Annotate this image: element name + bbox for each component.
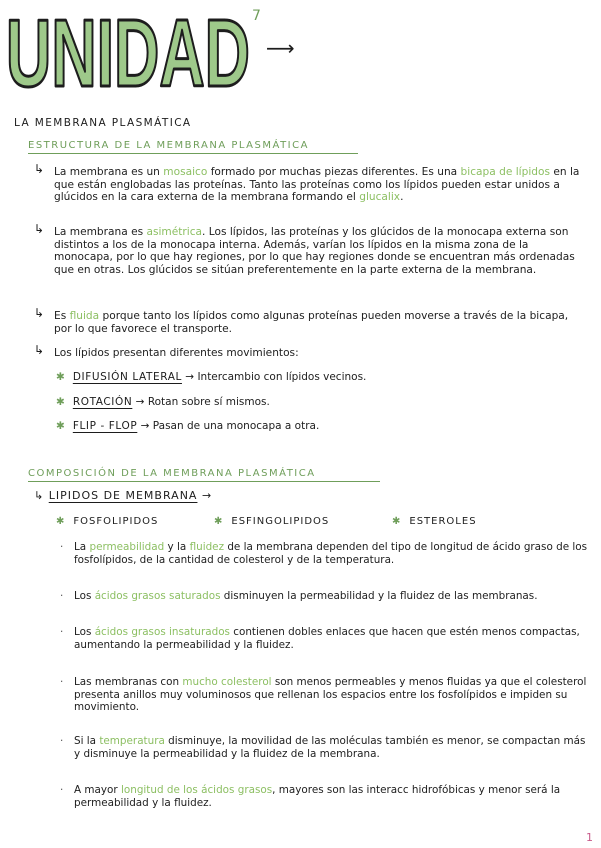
highlight: bicapa de lípidos [460,166,550,178]
arrow-bullet-icon: ↳ [34,306,45,320]
movement-item: ✱ ROTACIÓN → Rotan sobre sí mismos. [56,396,270,408]
text: Las membranas con [74,676,183,688]
lipid-type-label: ESFINGOLIPIDOS [231,516,330,527]
asterisk-icon: ✱ [214,516,224,527]
movement-name: FLIP - FLOP [72,420,138,432]
estructura-heading: ESTRUCTURA DE LA MEMBRANA PLASMÁTICA [28,140,309,151]
lipidos-subheading: ↳ LIPIDOS DE MEMBRANA → [34,489,213,502]
list-item [60,735,594,760]
text: Los [74,626,95,638]
text: porque tanto los lípidos como algunas proteínas pueden moverse a través de la bicapa, por lo que favorece el transporte. [54,310,569,335]
text: en la que están englobadas las proteínas. Tanto las proteínas como los lípidos pueden estar unidos a glúcidos en la cara externa de la membrana formando el [54,166,580,204]
title-text: UNIDAD [6,2,250,94]
movement-desc: Rotan sobre sí mismos. [147,396,270,408]
paragraph-movimientos: Los lípidos presentan diferentes movimientos: [54,347,299,359]
lipid-type [392,516,477,527]
lipid-type-label: FOSFOLIPIDOS [73,516,159,527]
highlight: fluida [69,310,100,322]
composicion-underline [28,481,380,482]
text: Los [74,590,95,602]
lipid-type-label: ESTEROLES [409,516,477,527]
paragraph-mosaico [54,166,589,204]
text: disminuyen la permeabilidad y la fluidez de las membranas. [220,590,538,602]
highlight: mosaico [163,166,208,178]
text: contienen dobles enlaces que hacen que estén menos compactas, aumentando la permeabilidad y la fluidez. [74,626,580,651]
asterisk-icon: ✱ [56,371,65,383]
text: disminuye, la movilidad de las moléculas también es menor, se compactan más y disminuye la permeabilidad y la fluidez de la membrana. [74,735,586,760]
highlight: permeabilidad [89,541,165,553]
highlight: fluidez [189,541,225,553]
text: de la membrana dependen del tipo de longitud de ácido graso de los fosfolípidos, de la cantidad de colesterol y de la temperatura. [74,541,588,566]
highlight: longitud de los ácidos grasos [120,784,273,796]
text: . [400,191,404,204]
list-item [60,676,594,714]
bullet-dot-icon: · [60,784,64,796]
subheading-label: LIPIDOS DE MEMBRANA [48,489,198,502]
asterisk-icon: ✱ [392,516,402,527]
text: La membrana es [54,226,147,238]
title-block [4,2,294,94]
movement-name: DIFUSIÓN LATERAL [72,371,182,383]
movement-name: ROTACIÓN [72,396,133,408]
text: A mayor [74,784,121,796]
bullet-dot-icon: · [60,676,64,688]
highlight: temperatura [99,735,165,747]
text: , mayores son las interacc hidrofóbicas y menor será la permeabilidad y la fluidez. [74,784,561,809]
text: La membrana es un [54,166,164,178]
composicion-heading: COMPOSICIÓN DE LA MEMBRANA PLASMÁTICA [28,468,316,479]
text: Es [54,310,70,322]
list-item [60,590,594,603]
list-item [60,626,594,651]
highlight: glucalix [359,191,401,204]
estructura-underline [28,153,358,154]
movement-item: ✱ DIFUSIÓN LATERAL → Intercambio con lípidos vecinos. [56,371,367,383]
text: y la [164,541,190,553]
highlight: asimétrica [146,226,203,238]
lipid-type [56,516,158,527]
arrow-bullet-icon: ↳ [34,343,45,357]
asterisk-icon: ✱ [56,396,65,408]
arrow-bullet-icon: ↳ [34,222,45,236]
movement-desc: Pasan de una monocapa a otra. [152,420,320,432]
highlight: mucho colesterol [182,676,272,688]
bullet-dot-icon: · [60,590,64,602]
arrow-bullet-icon: ↳ [34,162,45,176]
unit-number: 7 [252,8,261,24]
arrow-bullet-icon: ↳ [34,489,49,502]
text: son menos permeables y menos fluidas ya que el colesterol presenta anillos muy voluminosos que rellenan los espacios entre los fosfolípidos e impiden su movimiento. [74,676,587,714]
movement-item: ✱ FLIP - FLOP → Pasan de una monocapa a otra. [56,420,320,432]
text: formado por muchas piezas diferentes. Es una [207,166,461,178]
text: La [74,541,90,553]
list-item [60,784,594,809]
movement-desc: Intercambio con lípidos vecinos. [197,371,367,383]
highlight: ácidos grasos insaturados [94,626,230,638]
text: . Los lípidos, las proteínas y los glúcidos de la monocapa externa son distintos a los de la monocapa interna. Además, varían los lípidos en la misma zona de la monocapa, por lo que hay regiones, por lo que hay regiones donde se encuentran más ordenadas que en otras. Los glúcidos se sitúan preferentemente en la parte externa de la membrana. [54,226,575,276]
list-item [60,541,594,566]
highlight: ácidos grasos saturados [94,590,221,602]
title-arrow-icon: ⟶ [266,36,295,60]
paragraph-fluida [54,310,589,335]
lipid-type [214,516,329,527]
asterisk-icon: ✱ [56,420,65,432]
bullet-dot-icon: · [60,626,64,638]
bullet-dot-icon: · [60,735,64,747]
asterisk-icon: ✱ [56,516,66,527]
text: Si la [74,735,100,747]
section-title: LA MEMBRANA PLASMÁTICA [14,117,192,129]
paragraph-asimetrica [54,226,589,276]
bullet-dot-icon: · [60,541,64,553]
title-lettering [4,2,254,94]
page-number: 1 [586,831,593,844]
